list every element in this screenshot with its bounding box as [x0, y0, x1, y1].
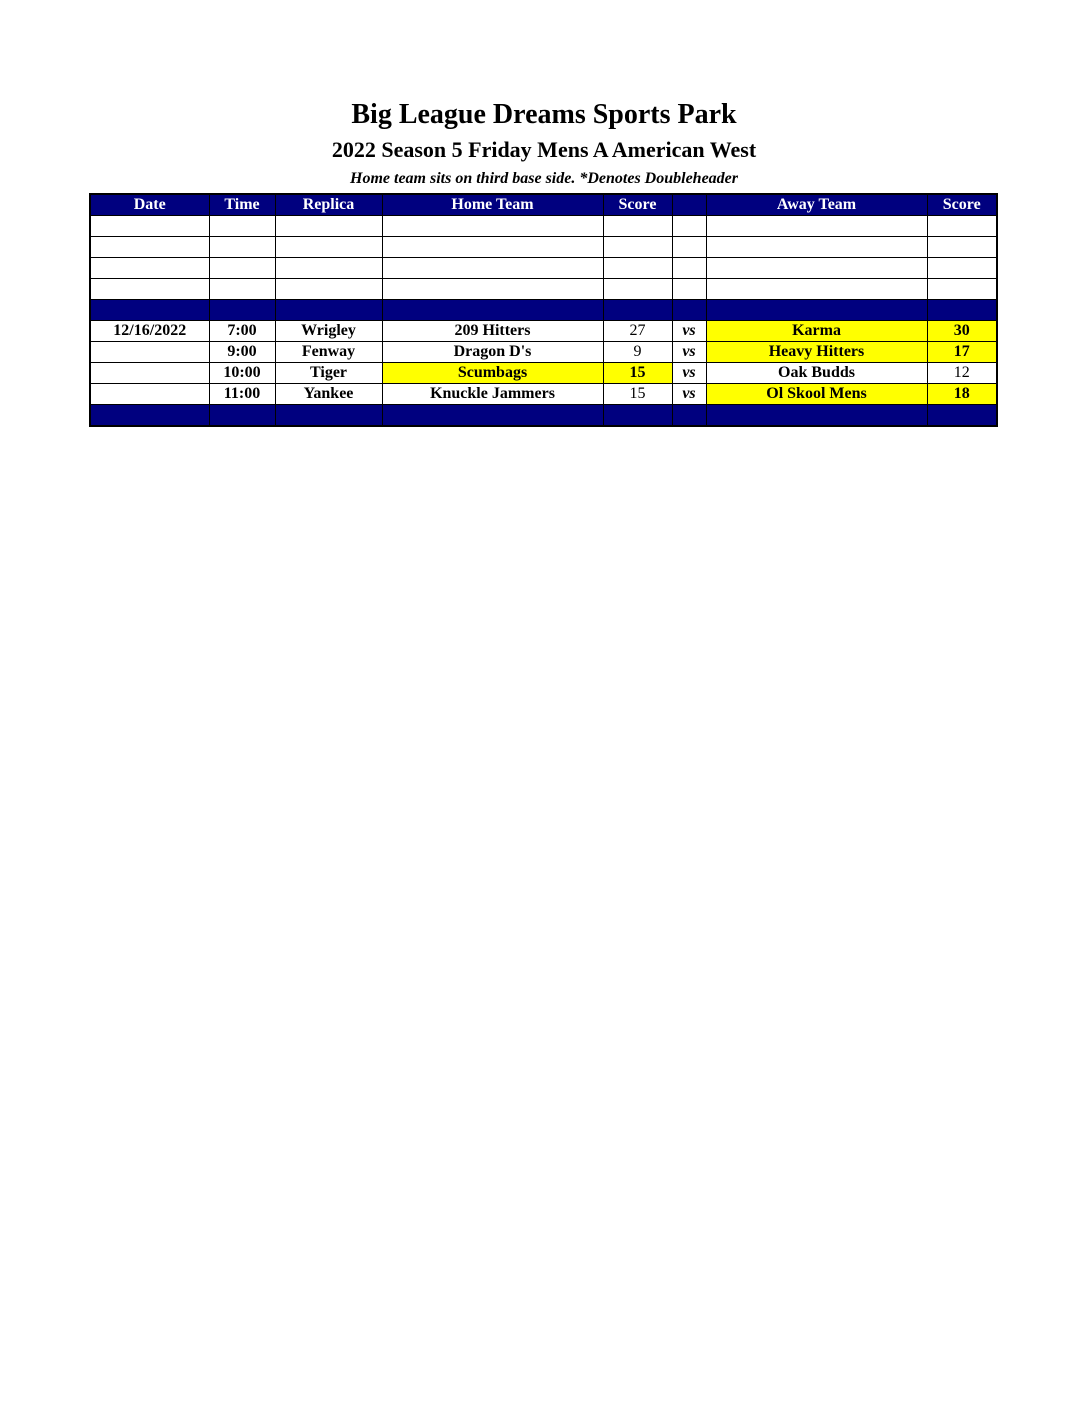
- game-time: 10:00: [209, 363, 275, 384]
- game-replica: Yankee: [275, 384, 382, 405]
- empty-row: [90, 237, 997, 258]
- game-time: 11:00: [209, 384, 275, 405]
- away-team: Heavy Hitters: [706, 342, 927, 363]
- col-header-vs: [672, 194, 706, 216]
- game-row: [90, 384, 997, 405]
- away-team: Karma: [706, 321, 927, 342]
- empty-row: [90, 216, 997, 237]
- game-row: [90, 321, 997, 342]
- separator-band: [90, 405, 997, 427]
- game-date: 12/16/2022: [90, 321, 209, 342]
- col-header-home-team: Home Team: [382, 194, 603, 216]
- away-team: Ol Skool Mens: [706, 384, 927, 405]
- home-team: Dragon D's: [382, 342, 603, 363]
- home-score: 15: [603, 384, 672, 405]
- col-header-date: Date: [90, 194, 209, 216]
- away-score: 30: [927, 321, 997, 342]
- home-team: Knuckle Jammers: [382, 384, 603, 405]
- page-title: Big League Dreams Sports Park: [351, 99, 737, 130]
- away-score: 12: [927, 363, 997, 384]
- schedule-table: [89, 193, 998, 427]
- game-time: 9:00: [209, 342, 275, 363]
- game-date: [90, 384, 209, 405]
- vs-label: vs: [672, 321, 706, 342]
- home-score: 15: [603, 363, 672, 384]
- away-score: 17: [927, 342, 997, 363]
- game-replica: Fenway: [275, 342, 382, 363]
- empty-row: [90, 258, 997, 279]
- game-replica: Wrigley: [275, 321, 382, 342]
- separator-band: [90, 300, 997, 321]
- vs-label: vs: [672, 384, 706, 405]
- col-header-away-score: Score: [927, 194, 997, 216]
- page-subtitle: 2022 Season 5 Friday Mens A American West: [331, 137, 757, 162]
- vs-label: vs: [672, 342, 706, 363]
- game-row: [90, 363, 997, 384]
- col-header-replica: Replica: [275, 194, 382, 216]
- vs-label: vs: [672, 363, 706, 384]
- game-replica: Tiger: [275, 363, 382, 384]
- col-header-home-score: Score: [603, 194, 672, 216]
- empty-row: [90, 279, 997, 300]
- away-team: Oak Budds: [706, 363, 927, 384]
- home-score: 27: [603, 321, 672, 342]
- home-team: 209 Hitters: [382, 321, 603, 342]
- home-team: Scumbags: [382, 363, 603, 384]
- game-time: 7:00: [209, 321, 275, 342]
- header-row: [90, 194, 997, 216]
- game-date: [90, 363, 209, 384]
- game-row: [90, 342, 997, 363]
- home-score: 9: [603, 342, 672, 363]
- game-date: [90, 342, 209, 363]
- schedule-note: Home team sits on third base side. *Denotes Doubleheader: [350, 170, 738, 187]
- col-header-away-team: Away Team: [706, 194, 927, 216]
- col-header-time: Time: [209, 194, 275, 216]
- away-score: 18: [927, 384, 997, 405]
